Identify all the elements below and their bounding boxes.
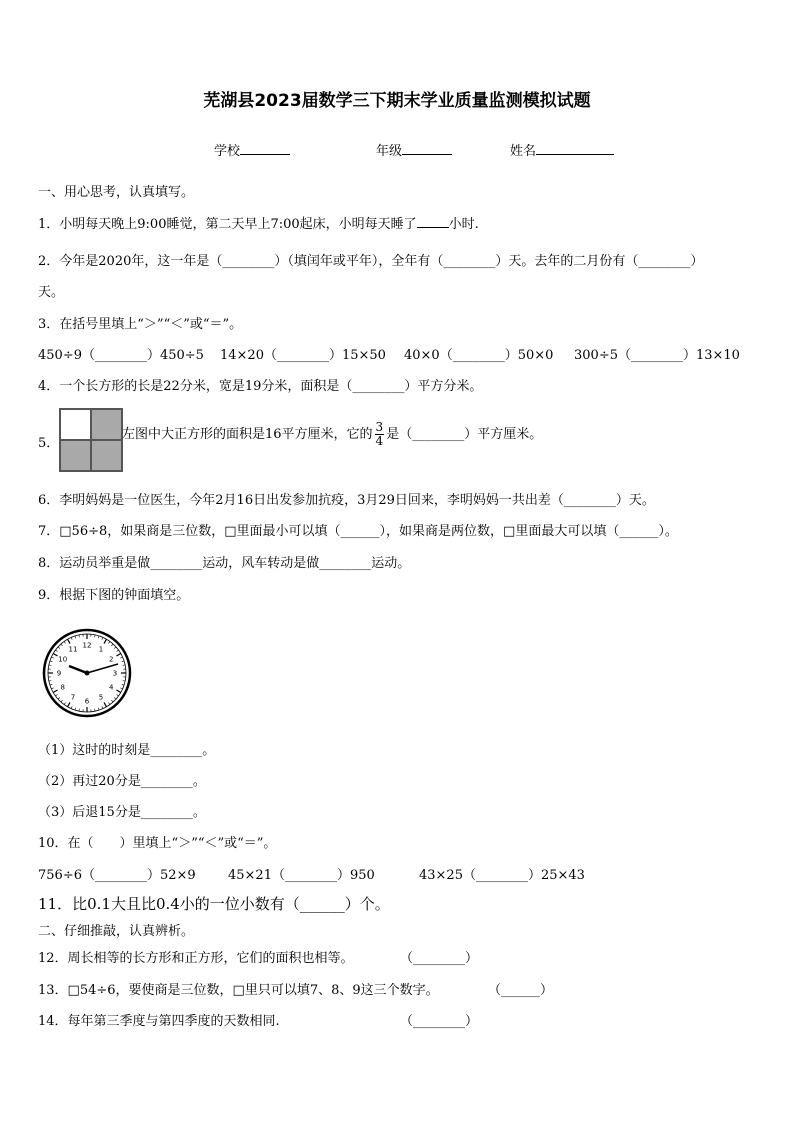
square-cell-shaded-2	[60, 440, 91, 471]
page-title: 芜湖县2023届数学三下期末学业质量监测模拟试题	[203, 91, 591, 111]
q3-item-1: 450÷9（________）450÷5	[38, 348, 204, 363]
clock-number: 4	[109, 683, 114, 692]
question-2-continued: 天。	[38, 285, 65, 300]
question-13-answer[interactable]: （______）	[488, 983, 554, 998]
section-1-heading: 一、用心思考，认真填写。	[38, 185, 195, 200]
question-1-blank[interactable]	[417, 213, 449, 228]
question-9: 9．根据下图的钟面填空。	[38, 588, 190, 603]
question-8: 8．运动员举重是做________运动，风车转动是做________运动。	[38, 556, 411, 571]
question-10: 10．在（ ）里填上“＞”“＜”或“＝”。	[38, 836, 277, 851]
clock-number: 11	[68, 645, 78, 654]
question-7: 7．□56÷8，如果商是三位数，□里面最小可以填（______），如果商是两位数，□里面最大可以填（______）。	[38, 524, 678, 539]
section-2-heading: 二、仔细推敲，认真辨析。	[38, 924, 195, 939]
question-5	[122, 421, 542, 448]
grade-label: 年级	[376, 144, 403, 159]
square-cell-shaded-1	[91, 409, 122, 440]
clock-number: 10	[58, 655, 68, 664]
question-12-answer[interactable]: （________）	[400, 951, 479, 966]
clock-number: 7	[70, 693, 76, 702]
fraction-numerator: 3	[375, 420, 384, 434]
question-9-2: （2）再过20分是________。	[38, 774, 206, 789]
clock-number: 2	[109, 655, 114, 664]
question-14-answer[interactable]: （________）	[400, 1014, 479, 1029]
fraction-denominator: 4	[375, 434, 384, 448]
question-12: 12．周长相等的长方形和正方形，它们的面积也相等。	[38, 951, 354, 966]
clock-number: 1	[98, 645, 104, 654]
fraction	[375, 421, 385, 448]
clock-number: 12	[82, 641, 92, 650]
clock-number: 6	[84, 697, 90, 706]
clock-face-icon	[42, 628, 132, 718]
grade-blank[interactable]	[402, 140, 452, 155]
q10-item-2: 45×21（________）950	[228, 868, 375, 883]
clock-number: 3	[112, 669, 118, 678]
question-6: 6．李明妈妈是一位医生，今年2月16日出发参加抗疫，3月29日回来，李明妈妈一共出差（________）天。	[38, 493, 655, 508]
question-9-3: （3）后退15分是________。	[38, 805, 206, 820]
question-4: 4．一个长方形的长是22分米，宽是19分米，面积是（________）平方分米。	[38, 379, 483, 394]
question-3: 3．在括号里填上“＞”“＜”或“＝”。	[38, 317, 243, 332]
school-blank[interactable]	[240, 140, 290, 155]
question-1	[38, 213, 479, 232]
question-1-text: 1．小明每天晚上9:00睡觉，第二天早上7:00起床，小明每天睡了	[38, 217, 417, 232]
name-blank[interactable]	[536, 140, 614, 155]
q10-item-1: 756÷6（________）52×9	[38, 868, 196, 883]
school-label: 学校	[214, 144, 241, 159]
question-5-text: 左图中大正方形的面积是16平方厘米，它的	[122, 427, 373, 442]
question-11: 11．比0.1大且比0.4小的一位小数有（______）个。	[38, 895, 390, 913]
question-13: 13．□54÷6，要使商是三位数，□里只可以填7、8、9这三个数字。	[38, 983, 439, 998]
clock-number: 9	[56, 669, 62, 678]
question-5-number: 5．	[38, 436, 60, 451]
square-cell-white	[60, 409, 91, 440]
question-5-tail: 是（________）平方厘米。	[386, 427, 543, 442]
question-14: 14．每年第三季度与第四季度的天数相同.	[38, 1014, 280, 1029]
q3-item-4: 300÷5（________）13×10	[574, 348, 740, 363]
grade-field[interactable]	[376, 140, 452, 159]
clock-center	[85, 671, 90, 676]
square-cell-shaded-3	[91, 440, 122, 471]
name-field[interactable]	[510, 140, 614, 159]
square-figure	[59, 408, 123, 472]
question-9-1: （1）这时的时刻是________。	[38, 743, 216, 758]
name-label: 姓名	[510, 144, 537, 159]
school-field[interactable]	[214, 140, 290, 159]
q10-item-3: 43×25（________）25×43	[419, 868, 585, 883]
clock-number: 8	[60, 683, 65, 692]
q3-item-3: 40×0（________）50×0	[404, 348, 554, 363]
q3-item-2: 14×20（________）15×50	[220, 348, 386, 363]
clock-number: 5	[98, 693, 104, 702]
question-2: 2．今年是2020年，这一年是（________）（填闰年或平年），全年有（________）天。去年的二月份有（________）	[38, 254, 704, 269]
question-1-tail: 小时.	[448, 217, 479, 232]
